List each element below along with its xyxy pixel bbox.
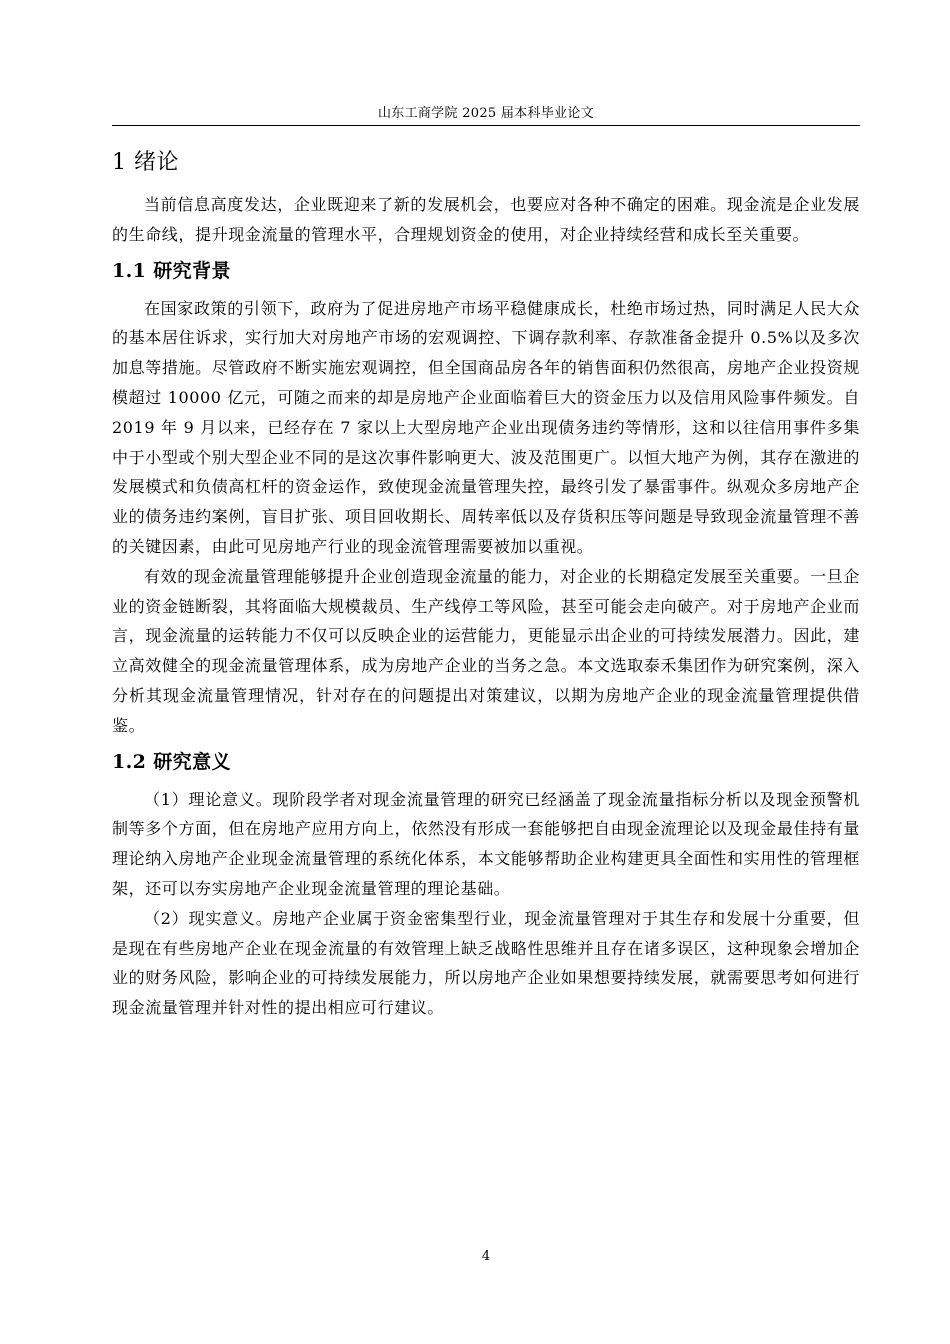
running-header: 山东工商学院 2025 届本科毕业论文: [377, 106, 595, 121]
section-heading-research-background: 1.1 研究背景: [112, 259, 231, 282]
header-rule: [112, 125, 860, 126]
chapter-intro-paragraph: 当前信息高度发达，企业既迎来了新的发展机会，也要应对各种不确定的困难。现金流是企业发展的生命线，提升现金流量的管理水平，合理规划资金的使用，对企业持续经营和成长至关重要。: [112, 195, 860, 244]
page-body: [112, 146, 860, 1023]
background-paragraph-1: 在国家政策的引领下，政府为了促进房地产市场平稳健康成长，杜绝市场过热，同时满足人民大众的基本居住诉求，实行加大对房地产市场的宏观调控、下调存款利率、存款准备金提升 0.5%以及多次加息等措施。尽管政府不断实施宏观调控，但全国商品房各年的销售面积仍然很高，房地产企业投资规模超过 10000 亿元，可随之而来的却是房地产企业面临着巨大的资金压力以及信用风险事件频发。自 2019 年 9 月以来，已经存在 7 家以上大型房地产企业出现债务违约等情形，这和以往信用事件多集中于小型或个别大型企业不同的是这次事件影响更大、波及范围更广。以恒大地产为例，其存在激进的发展模式和负债高杠杆的资金运作，致使现金流量管理失控，最终引发了暴雷事件。纵观众多房地产企业的债务违约案例，盲目扩张、项目回收期长、周转率低以及存货积压等问题是导致现金流量管理不善的关键因素，由此可见房地产行业的现金流管理需要被加以重视。: [112, 298, 860, 556]
background-paragraph-2: 有效的现金流量管理能够提升企业创造现金流量的能力，对企业的长期稳定发展至关重要。一旦企业的资金链断裂，其将面临大规模裁员、生产线停工等风险，甚至可能会走向破产。对于房地产企业而言，现金流量的运转能力不仅可以反映企业的运营能力，更能显示出企业的可持续发展潜力。因此，建立高效健全的现金流量管理体系，成为房地产企业的当务之急。本文选取泰禾集团作为研究案例，深入分析其现金流量管理情况，针对存在的问题提出对策建议，以期为房地产企业的现金流量管理提供借鉴。: [112, 566, 860, 735]
page-number: 4: [481, 1249, 491, 1264]
chapter-heading: 1 绪论: [112, 150, 179, 175]
significance-paragraph-theoretical: （1）理论意义。现阶段学者对现金流量管理的研究已经涵盖了现金流量指标分析以及现金预警机制等多个方面，但在房地产应用方向上，依然没有形成一套能够把自由现金流理论以及现金最佳持有量理论纳入房地产企业现金流量管理的系统化体系，本文能够帮助企业构建更具全面性和实用性的管理框架，还可以夯实房地产企业现金流量管理的理论基础。: [112, 789, 860, 898]
significance-paragraph-practical: （2）现实意义。房地产企业属于资金密集型行业，现金流量管理对于其生存和发展十分重要，但是现在有些房地产企业在现金流量的有效管理上缺乏战略性思维并且存在诸多误区，这种现象会增加企业的财务风险，影响企业的可持续发展能力，所以房地产企业如果想要持续发展，就需要思考如何进行现金流量管理并针对性的提出相应可行建议。: [112, 908, 860, 1018]
section-heading-research-significance: 1.2 研究意义: [112, 750, 231, 773]
